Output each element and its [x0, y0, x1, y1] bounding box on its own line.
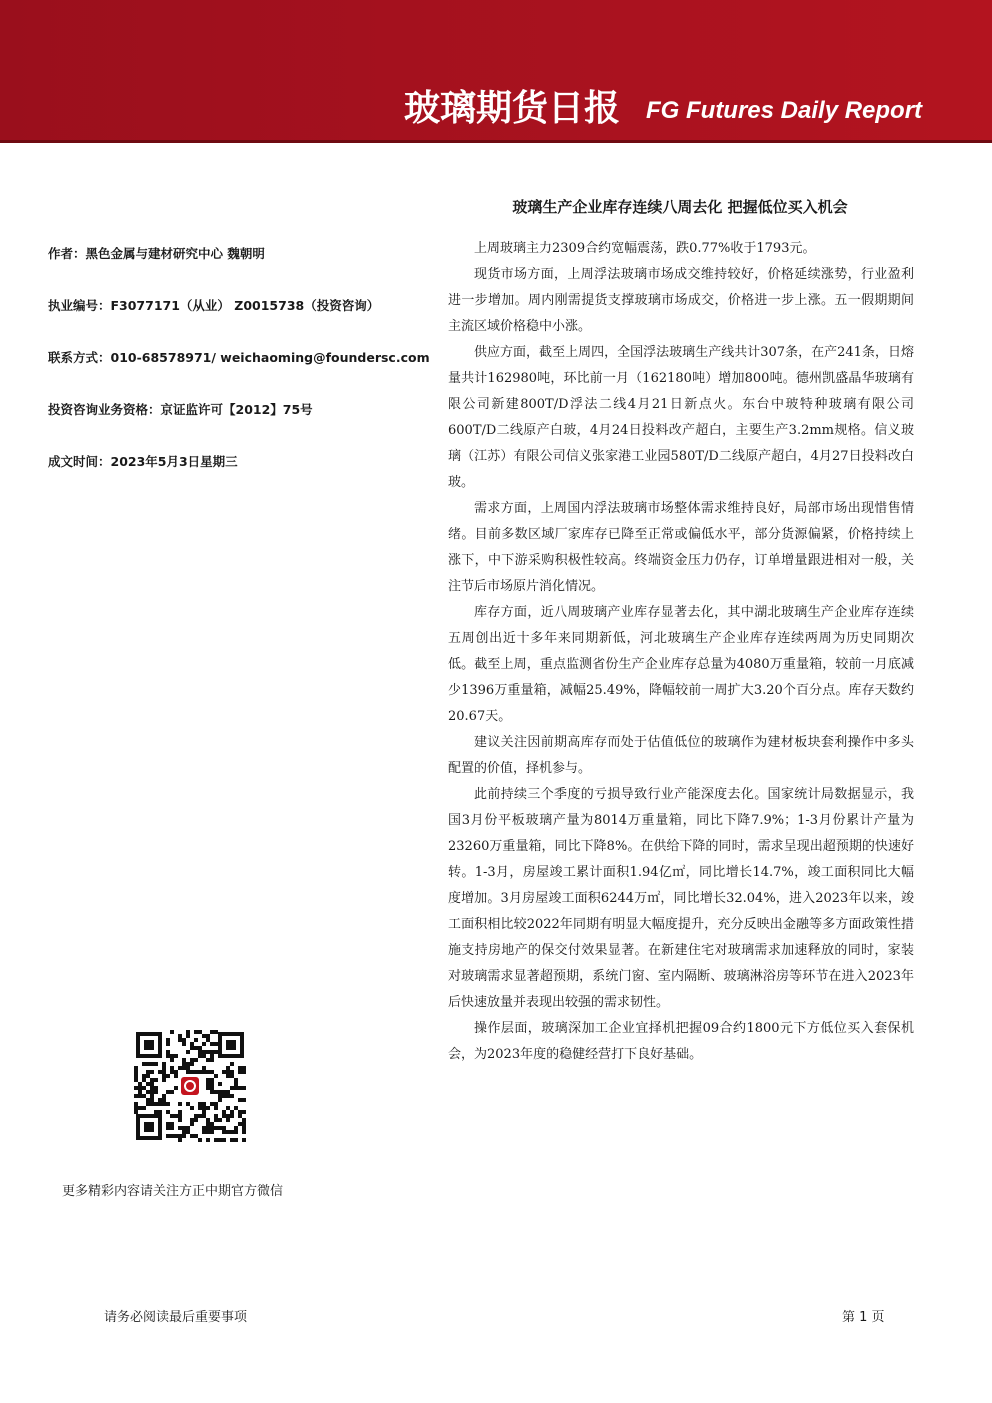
paragraph: 建议关注因前期高库存而处于估值低位的玻璃作为建材板块套利操作中多头配置的价值，择机参与。 — [448, 735, 914, 776]
paragraph: 库存方面，近八周玻璃产业库存显著去化，其中湖北玻璃生产企业库存连续五周创出近十多年来同期新低，河北玻璃生产企业库存连续两周为历史同期次低。截至上周，重点监测省份生产企业库存总量为4080万重量箱，较前一月底减少1396万重量箱，减幅25.49%，降幅较前一周扩大3.20个百分点。库存天数约20.67天。 — [448, 605, 914, 724]
license-line: 执业编号：F3077171（从业） Z0015738（投资咨询） — [48, 298, 380, 313]
page-number: 第 1 页 — [842, 1310, 885, 1325]
qr-caption: 更多精彩内容请关注方正中期官方微信 — [62, 1184, 284, 1199]
report-title-en: FG Futures Daily Report — [646, 97, 923, 124]
wechat-qr-code[interactable] — [134, 1030, 246, 1142]
paragraph: 需求方面，上周国内浮法玻璃市场整体需求维持良好，局部市场出现惜售情绪。目前多数区域厂家库存已降至正常或偏低水平，部分货源偏紧，价格持续上涨下，中下游采购积极性较高。终端资金压力仍存，订单增量跟进相对一般，关注节后市场原片消化情况。 — [448, 501, 914, 594]
qualification-line: 投资咨询业务资格：京证监许可【2012】75号 — [48, 402, 313, 417]
paragraph: 上周玻璃主力2309合约宽幅震荡，跌0.77%收于1793元。 — [474, 241, 816, 256]
author-line: 作者：黑色金属与建材研究中心 魏朝明 — [48, 246, 265, 261]
article-title: 玻璃生产企业库存连续八周去化 把握低位买入机会 — [512, 198, 848, 216]
header-banner-edge — [0, 140, 992, 143]
paragraph: 现货市场方面，上周浮法玻璃市场成交维持较好，价格延续涨势，行业盈利进一步增加。周内刚需提货支撑玻璃市场成交，价格进一步上涨。五一假期期间主流区域价格稳中小涨。 — [448, 267, 914, 334]
paragraph: 操作层面，玻璃深加工企业宜择机把握09合约1800元下方低位买入套保机会，为2023年度的稳健经营打下良好基础。 — [448, 1021, 914, 1062]
paragraph: 此前持续三个季度的亏损导致行业产能深度去化。国家统计局数据显示，我国3月份平板玻璃产量为8014万重量箱，同比下降7.9%；1-3月份累计产量为23260万重量箱，同比下降8%。在供给下降的同时，需求呈现出超预期的快速好转。1-3月，房屋竣工累计面积1.94亿㎡，同比增长14.7%，竣工面积同比大幅度增加。3月房屋竣工面积6244万㎡，同比增长32.04%，进入2023年以来，竣工面积相比较2022年同期有明显大幅度提升，充分反映出金融等多方面政策性措施支持房地产的保交付效果显著。在新建住宅对玻璃需求加速释放的同时，家装对玻璃需求显著超预期，系统门窗、室内隔断、玻璃淋浴房等环节在进入2023年后快速放量并表现出较强的需求韧性。 — [448, 787, 914, 1010]
paragraph: 供应方面，截至上周四，全国浮法玻璃生产线共计307条，在产241条，日熔量共计162980吨，环比前一月（162180吨）增加800吨。德州凯盛晶华玻璃有限公司新建800T/D浮法二线4月21日新点火。东台中玻特种玻璃有限公司600T/D二线原产白玻，4月24日投料改产超白，主要生产3.2mm规格。信义玻璃（江苏）有限公司信义张家港工业园580T/D二线原产超白，4月27日投料改白玻。 — [448, 345, 914, 490]
footer-disclaimer: 请务必阅读最后重要事项 — [104, 1310, 248, 1325]
report-title-cn: 玻璃期货日报 — [404, 88, 621, 129]
article-body — [448, 236, 914, 1068]
date-line: 成文时间：2023年5月3日星期三 — [48, 454, 238, 469]
contact-line: 联系方式：010-68578971/ weichaoming@foundersc.com — [48, 350, 430, 365]
